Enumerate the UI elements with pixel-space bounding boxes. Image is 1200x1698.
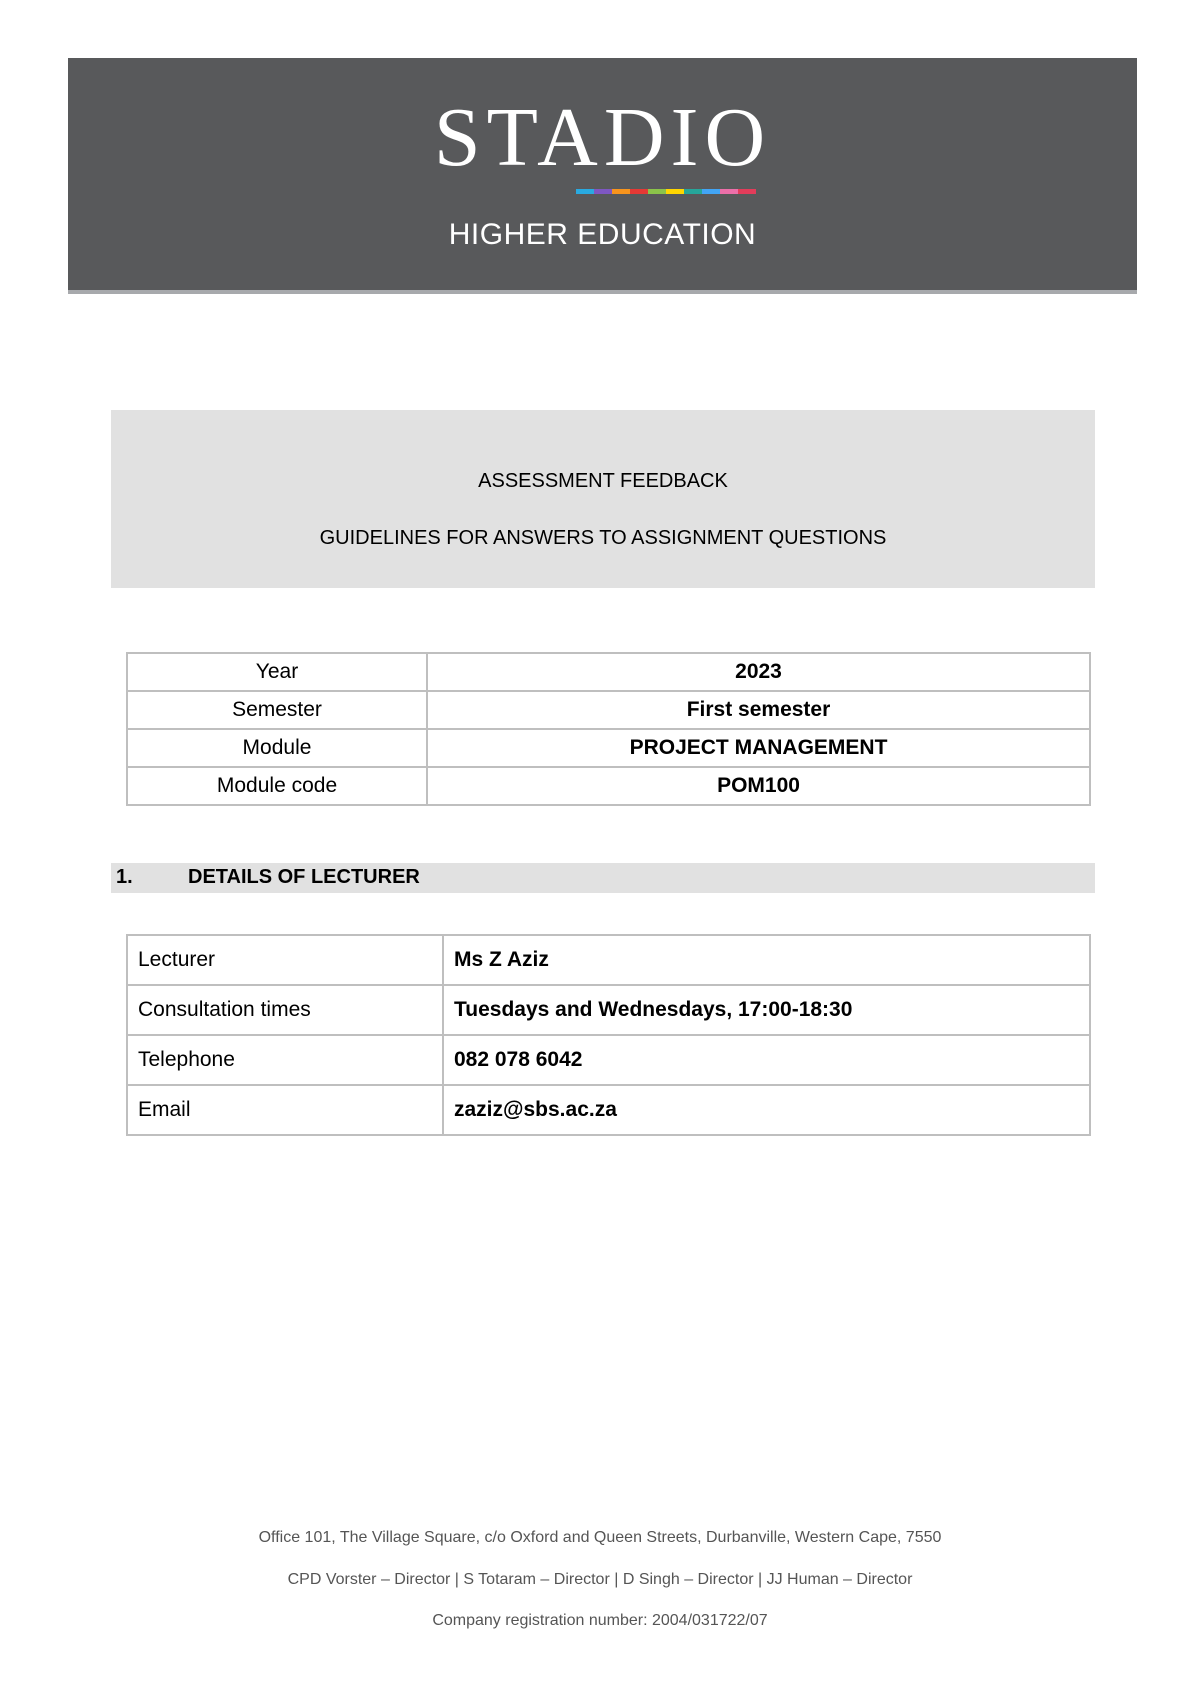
- table-row: [127, 985, 1090, 1035]
- section-heading: [111, 863, 1095, 893]
- semester-value: First semester: [427, 691, 1090, 729]
- lecturer-value: Ms Z Aziz: [443, 935, 1090, 985]
- footer-address: Office 101, The Village Square, c/o Oxford and Queen Streets, Durbanville, Western Cape, 7550: [258, 1529, 942, 1546]
- year-value: 2023: [427, 653, 1090, 691]
- module-info-table: [126, 652, 1091, 806]
- email-label: Email: [127, 1085, 443, 1135]
- logo-color-stripes: [576, 189, 756, 194]
- lecturer-details-table: [126, 934, 1091, 1136]
- logo-stripe-segment: [630, 189, 648, 194]
- logo-stripe-segment: [666, 189, 684, 194]
- logo-stripe-segment: [648, 189, 666, 194]
- module-code-label: Module code: [127, 767, 427, 805]
- year-label: Year: [127, 653, 427, 691]
- telephone-value: 082 078 6042: [443, 1035, 1090, 1085]
- table-row: [127, 935, 1090, 985]
- document-title: ASSESSMENT FEEDBACK: [478, 470, 728, 492]
- logo-stripe-segment: [684, 189, 702, 194]
- module-code-value: POM100: [427, 767, 1090, 805]
- header-banner: [68, 58, 1137, 294]
- lecturer-label: Lecturer: [127, 935, 443, 985]
- footer-directors: CPD Vorster – Director | S Totaram – Director | D Singh – Director | JJ Human – Director: [287, 1571, 913, 1588]
- table-row: [127, 653, 1090, 691]
- table-row: [127, 691, 1090, 729]
- document-subtitle: GUIDELINES FOR ANSWERS TO ASSIGNMENT QUESTIONS: [319, 527, 887, 549]
- logo-stripe-segment: [738, 189, 756, 194]
- telephone-label: Telephone: [127, 1035, 443, 1085]
- footer-registration: Company registration number: 2004/031722/07: [432, 1612, 768, 1629]
- logo-stripe-segment: [594, 189, 612, 194]
- table-row: [127, 729, 1090, 767]
- logo-stripe-segment: [702, 189, 720, 194]
- consultation-label: Consultation times: [127, 985, 443, 1035]
- table-row: [127, 1035, 1090, 1085]
- module-label: Module: [127, 729, 427, 767]
- logo-wordmark: STADIO: [433, 91, 772, 184]
- section-number: 1.: [116, 866, 133, 888]
- table-row: [127, 1085, 1090, 1135]
- logo-stripe-segment: [576, 189, 594, 194]
- semester-label: Semester: [127, 691, 427, 729]
- section-title: DETAILS OF LECTURER: [188, 866, 420, 888]
- logo-stripe-segment: [720, 189, 738, 194]
- table-row: [127, 767, 1090, 805]
- logo-stripe-segment: [612, 189, 630, 194]
- document-title-box: [111, 410, 1095, 588]
- email-value: zaziz@sbs.ac.za: [443, 1085, 1090, 1135]
- module-value: PROJECT MANAGEMENT: [427, 729, 1090, 767]
- logo-subtitle: HIGHER EDUCATION: [448, 218, 757, 251]
- consultation-value: Tuesdays and Wednesdays, 17:00-18:30: [443, 985, 1090, 1035]
